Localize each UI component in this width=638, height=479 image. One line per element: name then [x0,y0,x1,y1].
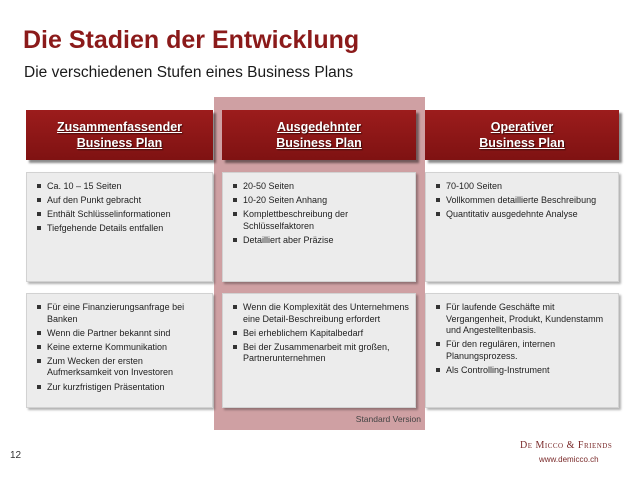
list-item: Quantitativ ausgedehnte Analyse [436,209,612,221]
list-item: 10-20 Seiten Anhang [233,195,409,207]
header-line-2: Business Plan [276,136,362,150]
list-item: Zum Wecken der ersten Aufmerksamkeit von Investoren [37,356,206,379]
list-item: Bei der Zusammenarbeit mit großen, Partnerunternehmen [233,342,409,365]
usage-box-zusammenfassender [26,293,213,408]
header-line-1: Zusammenfassender [56,119,183,134]
list-item: Enthält Schlüsselinformationen [37,209,206,221]
list-item: Zur kurzfristigen Präsentation [37,382,206,394]
slide-title: Die Stadien der Entwicklung [23,26,360,54]
list-item: Keine externe Kommunikation [37,342,206,354]
list-item: Wenn die Partner bekannt sind [37,328,206,340]
list-item: Ca. 10 – 15 Seiten [37,181,206,193]
list-item: Für laufende Geschäfte mit Vergangenheit, Produkt, Kundenstamm und Angestelltenbasis. [436,302,612,337]
list-item: Detailliert aber Präzise [233,235,409,247]
list-item: Komplettbeschreibung der Schlüsselfaktoren [233,209,409,232]
features-box-operativer [425,172,619,282]
list-item: 20-50 Seiten [233,181,409,193]
list-item: Bei erheblichem Kapitalbedarf [233,328,409,340]
list-item: Auf den Punkt gebracht [37,195,206,207]
list-item: 70-100 Seiten [436,181,612,193]
header-ausgedehnter [222,110,416,160]
header-line-2: Business Plan [479,136,565,150]
slide-subtitle: Die verschiedenen Stufen eines Business Plans [24,64,354,81]
header-line-1: Ausgedehnter [276,119,362,134]
header-line-1: Operativer [490,119,554,134]
list-item: Tiefgehende Details entfallen [37,223,206,235]
header-operativer [425,110,619,160]
header-zusammenfassender [26,110,213,160]
company-logo: De Micco & Friends [520,440,613,451]
standard-version-label: Standard Version [355,414,421,424]
list-item: Vollkommen detaillierte Beschreibung [436,195,612,207]
features-box-zusammenfassender [26,172,213,282]
list-item: Wenn die Komplexität des Unternehmens eine Detail-Beschreibung erfordert [233,302,409,325]
header-line-2: Business Plan [76,136,163,150]
usage-box-operativer [425,293,619,408]
list-item: Für den regulären, internen Planungsprozess. [436,339,612,362]
usage-box-ausgedehnter [222,293,416,408]
page-number: 12 [10,450,22,461]
list-item: Als Controlling-Instrument [436,365,612,377]
features-box-ausgedehnter [222,172,416,282]
list-item: Für eine Finanzierungsanfrage bei Banken [37,302,206,325]
website-url: www.demicco.ch [539,455,599,464]
